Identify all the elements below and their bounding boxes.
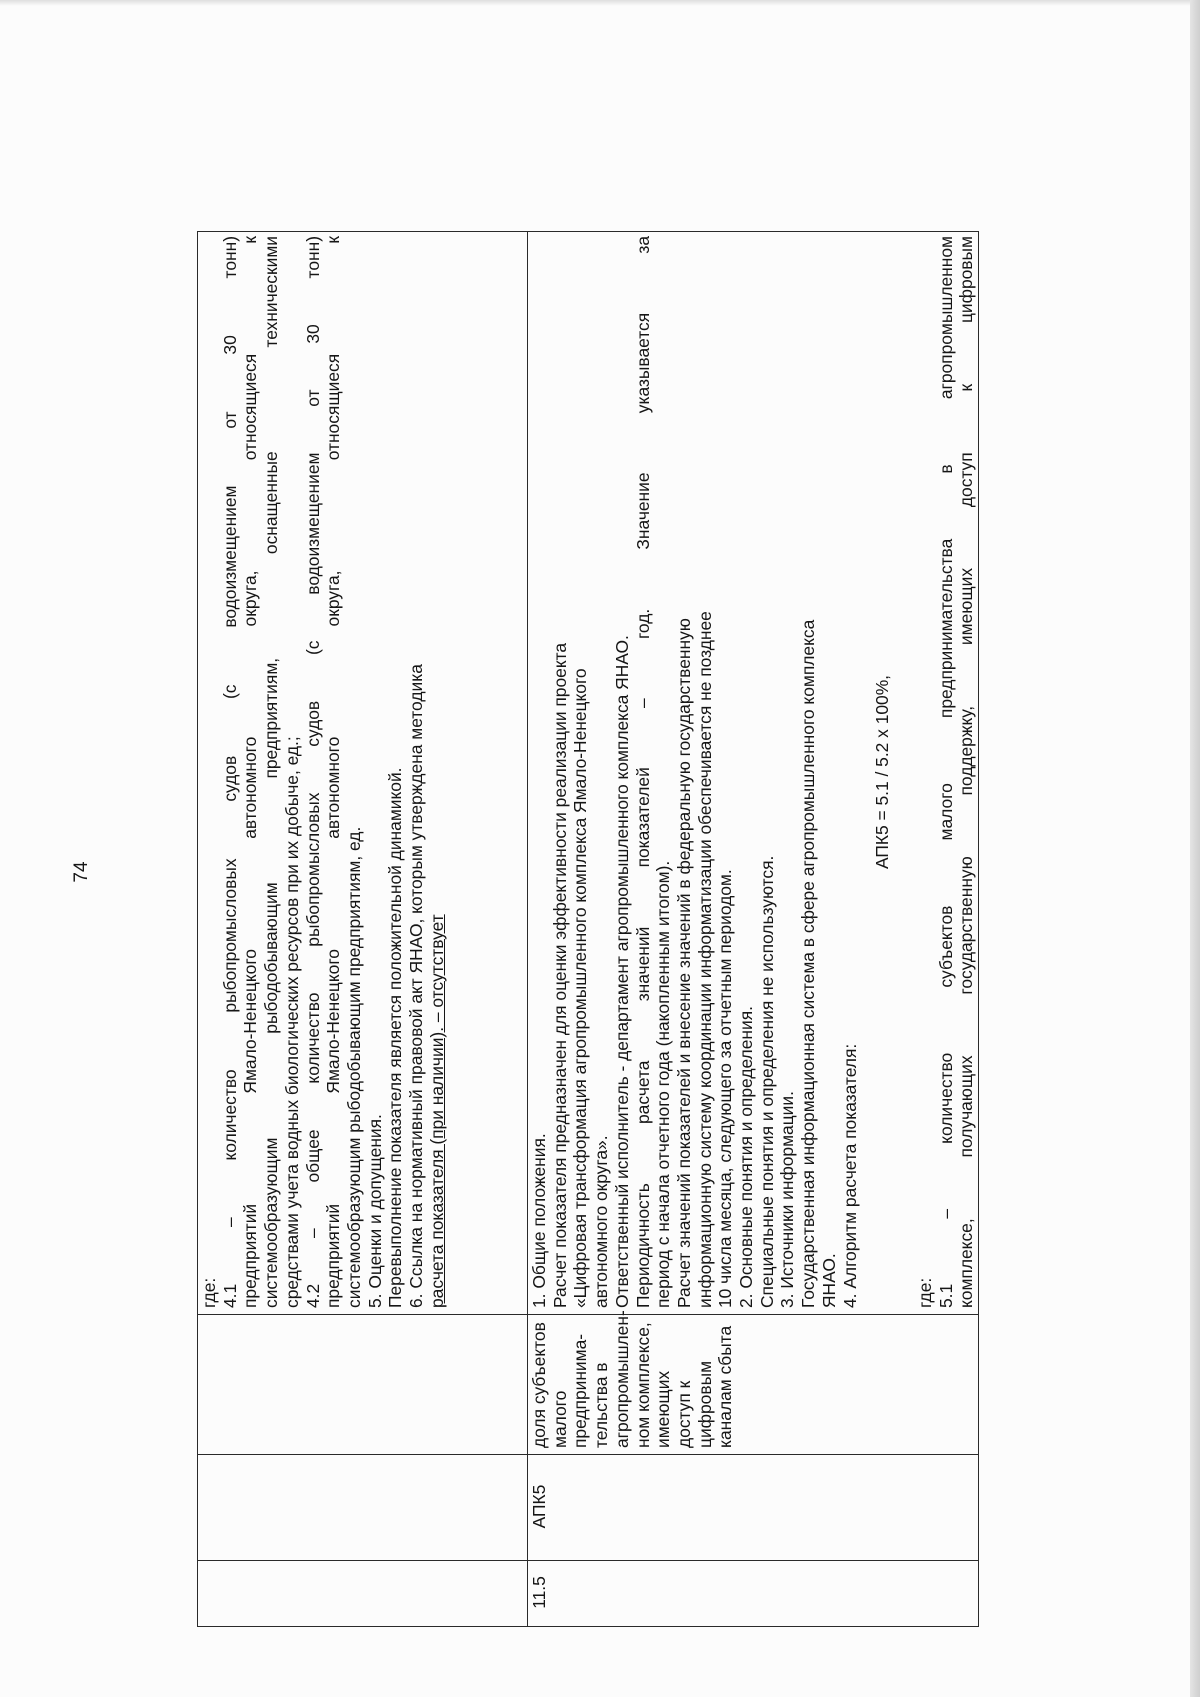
text-line: расчета показателя (при наличии). – отсутствует (426, 914, 447, 1308)
text-line: 10 числа месяца, следующего за отчетным периодом. (715, 869, 736, 1308)
text-line: 4.2 – общее количество рыбопромысловых судов (с водоизмещением от 30 тонн) (302, 236, 323, 1308)
text-line: 3. Источники информации. (777, 1091, 798, 1308)
rotated-page-content (70, 117, 1070, 1627)
methodology-cell (198, 232, 528, 1315)
text-line: автономного округа». (591, 1135, 612, 1308)
text-line: Специальные понятия и определения не используются. (756, 855, 777, 1308)
text-line: 1. Общие положения. (529, 1133, 549, 1308)
text-line: 4.1 – количество рыбопромысловых судов (с водоизмещением от 30 тонн) (219, 236, 240, 1308)
text-line: Государственная информационная система в сфере агропромышленного комплекса (798, 619, 819, 1308)
text-line: Расчет показателя предназначен для оценки эффективности реализации проекта (549, 642, 570, 1308)
indicator-name-cell (528, 1310, 979, 1455)
text-line: Ответственный исполнитель - департамент агропромышленного комплекса ЯНАО. (611, 635, 632, 1308)
name-line: ном комплексе, (632, 1322, 653, 1448)
name-line: предпринима- (570, 1333, 591, 1448)
methodology-cell (528, 232, 979, 1315)
name-line: каналам сбыта (715, 1325, 736, 1448)
spacer (860, 236, 872, 1308)
text-line: «Цифровая трансформация агропромышленного комплекса Ямало-Ненецкого (570, 668, 591, 1308)
text-line: 2. Основные понятия и определения. (736, 1006, 757, 1308)
indicator-code-cell: АПК5 (528, 1455, 979, 1561)
name-line: агропромышлен- (611, 1310, 632, 1448)
text-line: 6. Ссылка на нормативный правовой акт ЯНАО, которым утверждена методика (406, 664, 427, 1308)
name-line: тельства в (591, 1362, 612, 1448)
row-number-cell: 11.5 (528, 1561, 979, 1627)
scan-top-shadow (0, 0, 1200, 6)
text-line: предприятий Ямало-Ненецкого автономного округа, относящиеся к (240, 236, 261, 1308)
indicator-code-cell (198, 1455, 528, 1561)
row-number-cell (198, 1561, 528, 1627)
text-line: комплексе, получающих государственную поддержку, имеющих доступ к цифровым (956, 236, 977, 1308)
text-line: Расчет значений показателей и внесение значений в федеральную государственную (673, 618, 694, 1308)
indicator-table (197, 231, 979, 1627)
scan-edge-shadow (1190, 0, 1200, 1697)
text-line: 4. Алгоритм расчета показателя: (839, 1043, 860, 1308)
table-row-current (528, 232, 979, 1627)
name-line: имеющих доступ к (653, 1370, 694, 1448)
text-line: Перевыполнение показателя является положительной динамикой. (385, 767, 406, 1308)
name-line: малого (549, 1390, 570, 1448)
text-line: предприятий Ямало-Ненецкого автономного округа, относящиеся к (323, 236, 344, 1308)
text-line: 5. Оценки и допущения. (364, 1114, 385, 1308)
page-number: 74 (71, 861, 92, 883)
spacer (893, 236, 915, 1308)
text-line: где: (914, 1277, 935, 1308)
name-line: цифровым (694, 1360, 715, 1448)
text-line: где: (199, 1277, 219, 1308)
text-line: системообразующим рыбодобывающим предприятиям, ед. (343, 826, 364, 1308)
text-line: ЯНАО. (818, 1253, 839, 1308)
name-line: доля субъектов (529, 1322, 549, 1448)
formula: АПК5 = 5.1 / 5.2 x 100%, (872, 674, 893, 870)
table-row-prev (198, 232, 528, 1627)
text-line: системообразующим рыбодобывающим предприятиям, оснащенные техническими (261, 236, 282, 1308)
text-line: Периодичность расчета значений показателей – год. Значение указывается за (632, 236, 653, 1308)
text-line: информационную систему координации информатизации обеспечивается не позднее (694, 611, 715, 1308)
text-line: период с начала отчетного года (накопленным итогом). (653, 860, 674, 1308)
indicator-name-cell (198, 1315, 528, 1455)
text-line: средствами учета водных биологических ресурсов при их добыче, ед.; (281, 736, 302, 1308)
text-line: 5.1 – количество субъектов малого предпринимательства в агропромышленном (935, 236, 956, 1308)
